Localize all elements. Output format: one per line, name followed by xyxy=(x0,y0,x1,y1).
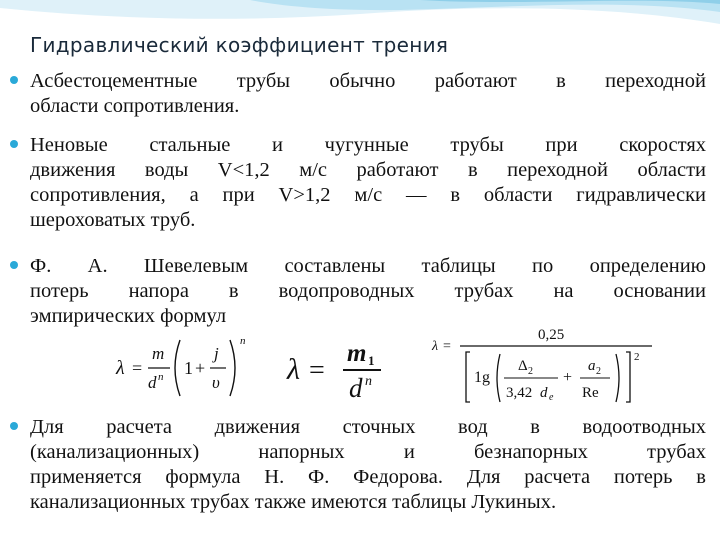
paragraph-line: движения воды V<1,2 м/с работают в переходной области xyxy=(30,159,706,181)
formula-shevelev-2 xyxy=(283,335,403,405)
formula-symbol: n xyxy=(158,371,164,383)
formula-symbol: = xyxy=(309,355,325,386)
paragraph-line: Для расчета движения сточных вод в водоотводных xyxy=(30,416,706,438)
paragraph-line: сопротивления, а при V>1,2 м/с — в области гидравлически xyxy=(30,184,706,206)
formula-symbol: 2 xyxy=(634,351,640,363)
formula-symbol: + xyxy=(195,358,206,378)
paragraph-line: канализационных трубах также имеются таблицы Лукиных. xyxy=(30,491,557,513)
paragraph-line: Асбестоцементные трубы обычно работают в переходной xyxy=(30,70,706,92)
formula-symbol: Δ xyxy=(518,358,528,374)
formula-symbol: n xyxy=(365,374,372,389)
formula-symbol: λ xyxy=(287,353,300,386)
formula-symbol: λ xyxy=(432,339,439,354)
bullet-paragraph-2 xyxy=(30,133,706,233)
formula-symbol: e xyxy=(549,392,554,403)
formula-symbol: = xyxy=(443,339,451,354)
slide-title: Гидравлический коэффициент трения xyxy=(30,33,449,57)
formula-symbol: 1 xyxy=(184,358,193,378)
formula-symbol: a xyxy=(588,358,596,374)
formula-symbol: d xyxy=(148,373,157,392)
paragraph-line: области сопротивления. xyxy=(30,95,240,117)
formula-symbol: Re xyxy=(582,385,599,401)
formula-symbol: υ xyxy=(212,373,220,392)
formula-fedorov xyxy=(430,318,658,404)
formula-symbol: 3,42 xyxy=(506,385,533,401)
formula-symbol: = xyxy=(132,358,143,378)
formula-symbol: m xyxy=(152,344,165,363)
formula-symbol: 1g xyxy=(474,369,490,386)
paragraph-line: (канализационных) напорных и безнапорных трубах xyxy=(30,441,706,463)
formula-symbol: 0,25 xyxy=(538,327,565,343)
formula-symbol: d xyxy=(540,385,548,401)
formula-symbol: d xyxy=(349,373,363,403)
bullet-marker xyxy=(10,261,18,269)
paragraph-line: шероховатых труб. xyxy=(30,209,196,231)
formula-symbol: j xyxy=(214,344,219,363)
bullet-marker xyxy=(10,140,18,148)
bullet-marker xyxy=(10,76,18,84)
bullet-marker xyxy=(10,422,18,430)
paragraph-line: применяется формула Н. Ф. Федорова. Для расчета потерь в xyxy=(30,466,706,488)
paragraph-line: потерь напора в водопроводных трубах на основании xyxy=(30,280,706,302)
bullet-paragraph-1 xyxy=(30,69,706,119)
formula-symbol: 2 xyxy=(528,366,533,377)
formula-symbol: m xyxy=(347,340,367,367)
bullet-paragraph-4 xyxy=(30,415,706,515)
formula-symbol: 1 xyxy=(368,353,375,368)
paragraph-line: эмпирических формул xyxy=(30,305,227,327)
formula-symbol: λ xyxy=(116,357,125,379)
paragraph-line: Неновые стальные и чугунные трубы при скоростях xyxy=(30,134,706,156)
formula-symbol: n xyxy=(240,335,246,347)
formula-shevelev-1 xyxy=(112,332,262,404)
formula-symbol: + xyxy=(563,369,573,386)
formula-symbol: 2 xyxy=(596,366,601,377)
paragraph-line: Ф. А. Шевелевым составлены таблицы по определению xyxy=(30,255,706,277)
